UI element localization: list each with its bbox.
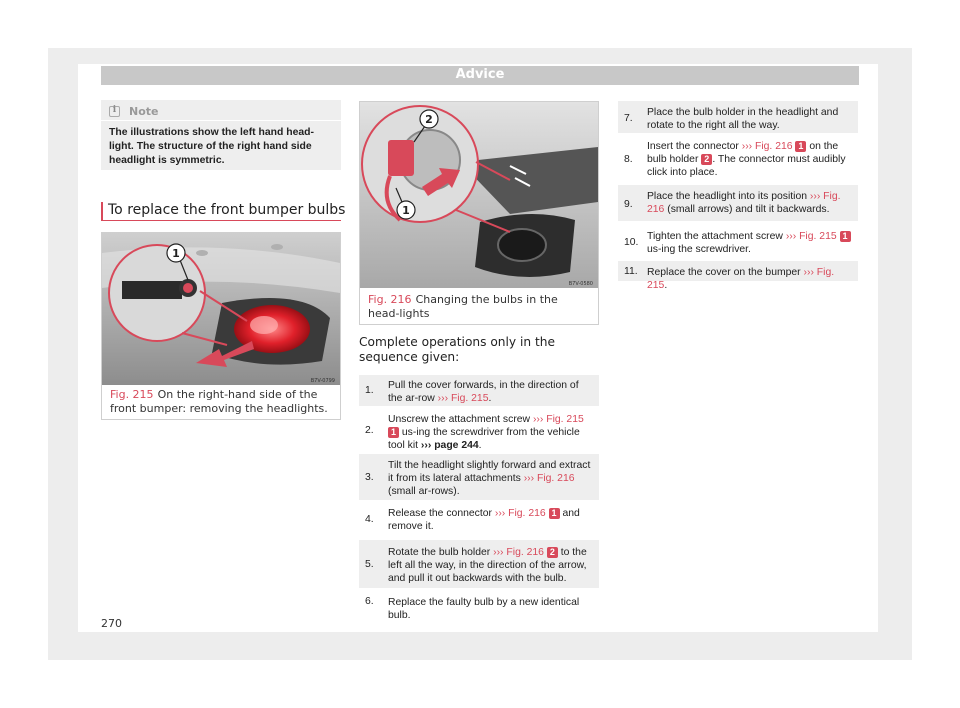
step-8 — [618, 135, 858, 185]
figure-215-code: B7V-0799 — [310, 378, 335, 384]
note-header — [101, 100, 341, 121]
figure-link[interactable]: ››› Fig. 216 — [494, 508, 546, 519]
step-text: Place the bulb holder in the headlight and rotate to the right all the way. — [647, 107, 839, 131]
figure-link[interactable]: ››› Fig. 216 — [647, 191, 841, 215]
step-text: Release the connector ››› Fig. 216 1 and remove it. — [388, 508, 580, 532]
step-number: 5. — [365, 559, 374, 570]
info-icon: i — [109, 106, 120, 117]
note-label: Note — [129, 105, 159, 118]
step-text: Unscrew the attachment screw ››› Fig. 215 1 us-ing the screwdriver from the vehicle tool kit ››› page 244. — [388, 414, 584, 451]
header-bar — [101, 66, 859, 85]
callout-badge: 1 — [388, 427, 399, 438]
step-text: Pull the cover forwards, in the direction of the ar-row ››› Fig. 215. — [388, 380, 579, 404]
step-number: 2. — [365, 425, 374, 436]
figure-link[interactable]: ››› Fig. 216 — [493, 547, 544, 558]
callout-badge: 1 — [795, 141, 806, 152]
page-number: 270 — [101, 617, 122, 630]
intro-text: Complete operations only in the sequence given: — [359, 335, 555, 364]
step-2 — [359, 408, 599, 454]
step-text: Insert the connector ››› Fig. 216 1 on the bulb holder 2 . The connector must audibly click into place. — [647, 141, 846, 178]
figure-215-caption — [110, 388, 334, 416]
step-1 — [359, 375, 599, 408]
step-text: Replace the cover on the bumper ››› Fig. 215. — [647, 267, 835, 291]
heading-rule — [101, 220, 341, 221]
step-10 — [618, 223, 858, 261]
callout-badge: 1 — [549, 508, 560, 519]
step-number: 3. — [365, 472, 374, 483]
step-5 — [359, 540, 599, 590]
figure-215 — [101, 232, 341, 420]
figure-216 — [359, 101, 599, 325]
header-title: Advice — [455, 67, 505, 82]
note-box — [101, 100, 341, 170]
step-number: 1. — [365, 385, 374, 396]
step-text: Tighten the attachment screw ››› Fig. 215 1 us-ing the screwdriver. — [647, 230, 852, 256]
step-6 — [359, 590, 599, 621]
figure-216-callout-1: 1 — [402, 204, 410, 217]
page-link[interactable]: ››› page 244 — [420, 440, 479, 451]
step-11 — [618, 261, 858, 291]
step-number: 4. — [365, 514, 374, 525]
step-text: Rotate the bulb holder ››› Fig. 216 2 to the left all the way, in the direction of the arrow, and pull it out backwards with the bulb. — [388, 547, 587, 584]
figure-216-callout-2: 2 — [425, 113, 433, 126]
figure-link[interactable]: ››› Fig. 215 — [437, 393, 489, 404]
figure-link[interactable]: ››› Fig. 216 — [523, 473, 575, 484]
figure-216-code: B7V-0580 — [568, 281, 593, 287]
section-heading: To replace the front bumper bulbs — [108, 202, 346, 218]
step-3 — [359, 454, 599, 502]
step-number: 10. — [624, 237, 639, 248]
figure-link[interactable]: ››› Fig. 215 — [532, 414, 584, 425]
callout-badge: 2 — [547, 547, 558, 558]
step-9 — [618, 185, 858, 223]
figure-215-image — [102, 233, 340, 385]
callout-badge: 1 — [840, 231, 851, 242]
step-text: Tilt the headlight slightly forward and extract it from its lateral attachments ››› Fig. 216 (small ar-rows). — [388, 460, 591, 497]
figure-link[interactable]: ››› Fig. 215 — [785, 231, 837, 242]
step-number: 8. — [624, 154, 633, 165]
figure-215-number: Fig. 215 — [110, 388, 154, 401]
figure-216-image — [360, 102, 598, 288]
figure-216-caption-text: Changing the bulbs in the head-lights — [368, 293, 558, 320]
step-number: 9. — [624, 199, 633, 210]
steps-right — [618, 101, 858, 291]
figure-215-callout: 1 — [172, 247, 180, 260]
step-4 — [359, 502, 599, 540]
figure-215-caption-text: On the right-hand side of the front bumper: removing the headlights. — [110, 388, 328, 415]
figure-link[interactable]: ››› Fig. 216 — [741, 141, 793, 152]
callout-badge: 2 — [701, 154, 712, 165]
step-7 — [618, 101, 858, 135]
note-text: The illustrations show the left hand head-light. The structure of the right hand side headlight is symmetric. — [109, 127, 314, 166]
step-number: 7. — [624, 113, 633, 124]
steps-left — [359, 375, 599, 621]
heading-marker — [101, 202, 103, 220]
step-number: 11. — [624, 266, 638, 277]
step-number: 6. — [365, 596, 374, 607]
figure-link[interactable]: ››› Fig. 215 — [647, 267, 835, 291]
step-text: Place the headlight into its position ››› Fig. 216 (small arrows) and tilt it backwards. — [647, 191, 841, 215]
figure-216-caption — [368, 293, 592, 321]
step-text: Replace the faulty bulb by a new identical bulb. — [388, 597, 580, 621]
figure-216-number: Fig. 216 — [368, 293, 412, 306]
